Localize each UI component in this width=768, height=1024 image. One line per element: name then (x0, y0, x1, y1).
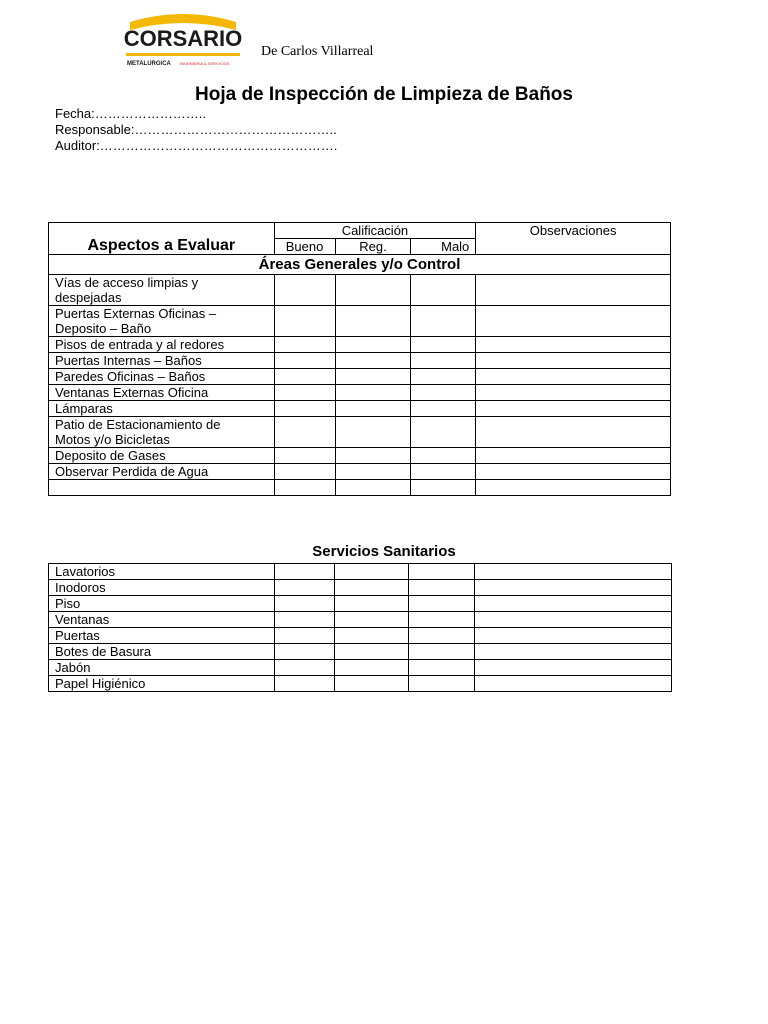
bueno-cell[interactable] (274, 337, 335, 353)
aspect-label (49, 337, 275, 353)
aspect-label-line: Paredes Oficinas – Baños (55, 369, 206, 384)
malo-cell[interactable] (409, 644, 475, 660)
malo-cell[interactable] (409, 628, 475, 644)
bueno-cell[interactable] (274, 564, 334, 580)
observations-cell[interactable] (476, 401, 671, 417)
regular-cell[interactable] (335, 417, 411, 448)
aspect-label-line: Observar Perdida de Agua (55, 464, 209, 479)
section-servicios-sanitarios: Servicios Sanitarios (312, 543, 456, 560)
aspect-label-line: Motos y/o Bicicletas (55, 432, 170, 447)
table-row (49, 628, 672, 644)
rating-bueno: Bueno (274, 239, 335, 255)
logo-subtitle-left: METALURGICA (127, 61, 171, 67)
regular-cell[interactable] (335, 353, 411, 369)
observations-cell[interactable] (476, 464, 671, 480)
aspect-label (49, 464, 275, 480)
header-rating: Calificación (274, 223, 476, 239)
inspection-table-general (48, 222, 671, 496)
table2-body (49, 564, 672, 692)
table-row (49, 464, 671, 480)
table-row (49, 306, 671, 337)
malo-cell[interactable] (411, 480, 476, 496)
aspect-label (49, 448, 275, 464)
observations-cell[interactable] (475, 580, 672, 596)
table-row (49, 369, 671, 385)
aspect-label (49, 306, 275, 337)
regular-cell[interactable] (335, 464, 411, 480)
observations-cell[interactable] (476, 448, 671, 464)
bueno-cell[interactable] (274, 628, 334, 644)
observations-cell[interactable] (476, 369, 671, 385)
page-title: Hoja de Inspección de Limpieza de Baños (195, 84, 573, 105)
table-row (49, 660, 672, 676)
aspect-label-line: Deposito – Baño (55, 321, 152, 336)
bueno-cell[interactable] (274, 275, 335, 306)
aspect-label-line: Patio de Estacionamiento de (55, 417, 221, 432)
aspect-label-line: Puertas Internas – Baños (55, 353, 202, 368)
malo-cell[interactable] (411, 385, 476, 401)
malo-cell[interactable] (409, 676, 475, 692)
service-label: Puertas (49, 628, 275, 644)
service-label: Ventanas (49, 612, 275, 628)
bueno-cell[interactable] (274, 596, 334, 612)
observations-cell[interactable] (475, 660, 672, 676)
form-fields (55, 106, 337, 154)
fecha-field[interactable]: Fecha:…………………….. (55, 106, 206, 121)
table-row (49, 275, 671, 306)
header-observations: Observaciones (476, 223, 671, 255)
bueno-cell[interactable] (274, 448, 335, 464)
regular-cell[interactable] (335, 480, 411, 496)
table-row (49, 353, 671, 369)
bueno-cell[interactable] (274, 464, 335, 480)
service-label: Papel Higiénico (49, 676, 275, 692)
aspect-label-line: Puertas Externas Oficinas – (55, 306, 217, 321)
regular-cell[interactable] (334, 660, 409, 676)
bueno-cell[interactable] (274, 369, 335, 385)
table-row (49, 612, 672, 628)
aspect-label-line: Vías de acceso limpias y (55, 275, 199, 290)
service-label: Inodoros (49, 580, 275, 596)
table-row (49, 580, 672, 596)
malo-cell[interactable] (409, 660, 475, 676)
table-row (49, 337, 671, 353)
observations-cell[interactable] (476, 337, 671, 353)
aspect-label (49, 385, 275, 401)
aspect-label (49, 480, 275, 496)
regular-cell[interactable] (335, 337, 411, 353)
malo-cell[interactable] (411, 353, 476, 369)
malo-cell[interactable] (411, 401, 476, 417)
malo-cell[interactable] (411, 448, 476, 464)
regular-cell[interactable] (334, 596, 409, 612)
malo-cell[interactable] (409, 596, 475, 612)
aspect-label (49, 275, 275, 306)
bueno-cell[interactable] (274, 676, 334, 692)
observations-cell[interactable] (475, 564, 672, 580)
table-row (49, 448, 671, 464)
table-row (49, 417, 671, 448)
service-label: Botes de Basura (49, 644, 275, 660)
malo-cell[interactable] (411, 306, 476, 337)
bueno-cell[interactable] (274, 417, 335, 448)
table-row (49, 564, 672, 580)
regular-cell[interactable] (335, 385, 411, 401)
aspect-label (49, 417, 275, 448)
bueno-cell[interactable] (274, 385, 335, 401)
aspect-label-line: despejadas (55, 290, 122, 305)
rating-malo: Malo (411, 239, 476, 255)
service-label: Lavatorios (49, 564, 275, 580)
corsario-logo (122, 10, 244, 70)
aspect-label (49, 353, 275, 369)
bueno-cell[interactable] (274, 401, 335, 417)
regular-cell[interactable] (334, 612, 409, 628)
regular-cell[interactable] (334, 564, 409, 580)
malo-cell[interactable] (411, 369, 476, 385)
bueno-cell[interactable] (274, 660, 334, 676)
aspect-label-line: Deposito de Gases (55, 448, 166, 463)
regular-cell[interactable] (335, 275, 411, 306)
observations-cell[interactable] (475, 644, 672, 660)
aspect-label (49, 401, 275, 417)
rating-regular: Reg. (335, 239, 411, 255)
table-row (49, 401, 671, 417)
table1-body (49, 275, 671, 496)
table-row (49, 596, 672, 612)
malo-cell[interactable] (411, 337, 476, 353)
table-row (49, 676, 672, 692)
header-aspects: Aspectos a Evaluar (49, 223, 275, 255)
auditor-field[interactable]: Auditor:………………………………………………. (55, 138, 338, 153)
aspect-label-line: Pisos de entrada y al redores (55, 337, 225, 352)
aspect-label-line: Lámparas (55, 401, 113, 416)
observations-cell[interactable] (475, 628, 672, 644)
regular-cell[interactable] (334, 644, 409, 660)
bueno-cell[interactable] (274, 480, 335, 496)
table-row (49, 385, 671, 401)
observations-cell[interactable] (475, 612, 672, 628)
regular-cell[interactable] (334, 628, 409, 644)
malo-cell[interactable] (409, 564, 475, 580)
regular-cell[interactable] (334, 676, 409, 692)
section-areas-generales: Áreas Generales y/o Control (49, 255, 671, 275)
aspect-label (49, 369, 275, 385)
observations-cell[interactable] (475, 596, 672, 612)
malo-cell[interactable] (411, 275, 476, 306)
service-label: Piso (49, 596, 275, 612)
observations-cell[interactable] (476, 275, 671, 306)
observations-cell[interactable] (476, 385, 671, 401)
logo-text: CORSARIO (123, 26, 243, 51)
responsable-field[interactable]: Responsable:……………………………………….. (55, 122, 337, 137)
inspection-table-sanitarios (48, 563, 672, 692)
aspect-label-line: Ventanas Externas Oficina (55, 385, 209, 400)
table-row-empty (49, 480, 671, 496)
observations-cell[interactable] (476, 480, 671, 496)
malo-cell[interactable] (409, 580, 475, 596)
malo-cell[interactable] (411, 464, 476, 480)
service-label: Jabón (49, 660, 275, 676)
observations-cell[interactable] (476, 306, 671, 337)
regular-cell[interactable] (335, 448, 411, 464)
malo-cell[interactable] (409, 612, 475, 628)
regular-cell[interactable] (335, 369, 411, 385)
table-row (49, 644, 672, 660)
author-name: De Carlos Villarreal (261, 44, 374, 59)
logo-subtitle-right: INGENIERIA & SERVICIOS (180, 61, 230, 66)
observations-cell[interactable] (476, 417, 671, 448)
bueno-cell[interactable] (274, 306, 335, 337)
bueno-cell[interactable] (274, 580, 334, 596)
regular-cell[interactable] (335, 401, 411, 417)
observations-cell[interactable] (476, 353, 671, 369)
observations-cell[interactable] (475, 676, 672, 692)
bueno-cell[interactable] (274, 612, 334, 628)
bueno-cell[interactable] (274, 353, 335, 369)
malo-cell[interactable] (411, 417, 476, 448)
bueno-cell[interactable] (274, 644, 334, 660)
regular-cell[interactable] (335, 306, 411, 337)
regular-cell[interactable] (334, 580, 409, 596)
